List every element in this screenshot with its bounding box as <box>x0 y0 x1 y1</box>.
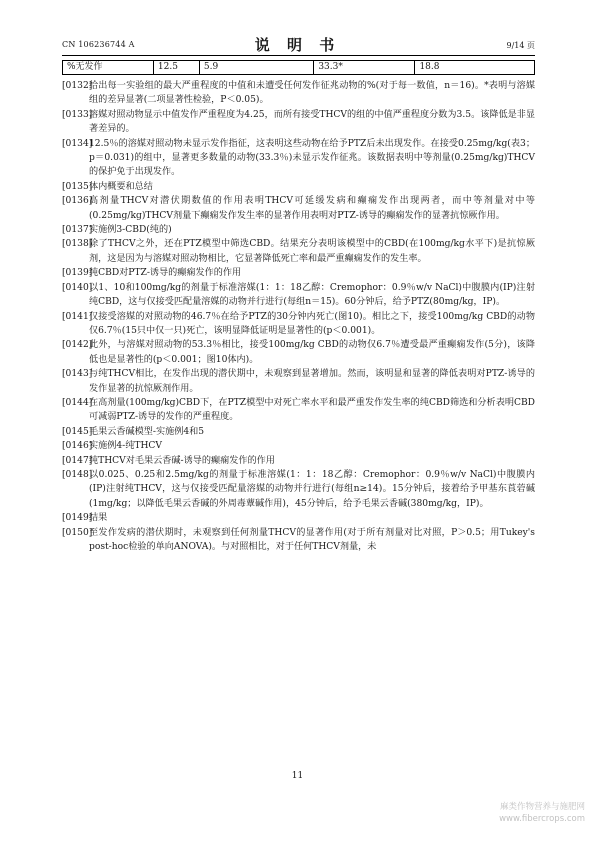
paragraph-text: 在高剂量(100mg/kg)CBD下，在PTZ模型中对死亡率水平和最严重发作发生率的纯CBD筛选和分析表明CBD可减弱PTZ-诱导的发作的严重程度。 <box>89 397 535 423</box>
table-cell: 12.5 <box>153 61 199 75</box>
paragraph-text: 给出每一实验组的最大严重程度的中值和未遭受任何发作征兆动物的%(对于每一数值，n＝16)。*表明与溶媒组的差异显著(二项显著性检验，P＜0.05)。 <box>89 81 535 106</box>
header-rule <box>62 55 535 56</box>
paragraph-number: [0144] <box>62 397 93 408</box>
paragraph-number: [0138] <box>62 239 93 250</box>
paragraph-0132 <box>62 79 535 108</box>
body-text <box>62 79 535 554</box>
section-heading: 纯THCV对毛果云香碱-诱导的癫痫发作的作用 <box>89 455 275 466</box>
paragraph-number: [0146] <box>62 441 93 452</box>
paragraph-0137 <box>62 223 535 237</box>
paragraph-number: [0148] <box>62 469 93 480</box>
paragraph-number: [0141] <box>62 311 93 322</box>
table-row <box>63 61 535 75</box>
paragraph-0144 <box>62 396 535 425</box>
paragraph-0150 <box>62 526 535 555</box>
paragraph-0146 <box>62 439 535 453</box>
paragraph-0134 <box>62 137 535 180</box>
paragraph-0136 <box>62 194 535 223</box>
section-heading: 结果 <box>89 513 108 524</box>
section-heading: 实施例3-CBD(纯的) <box>89 225 172 236</box>
results-table-fragment <box>62 60 535 75</box>
section-heading: 体内概要和总结 <box>89 181 153 192</box>
paragraph-number: [0143] <box>62 369 93 380</box>
paragraph-text: 至发作发病的潜伏期时，未观察到任何剂量THCV的显著作用(对于所有剂量对比对照，P＞0.5；用Tukey's post-hoc检验的单向ANOVA)。与对照相比，对于任何THCV剂量，未 <box>89 527 535 552</box>
page-title: 说 明 书 <box>254 36 341 54</box>
paragraph-0142 <box>62 338 535 367</box>
paragraph-text: 仅接受溶媒的对照动物的46.7％在给予PTZ的30分钟内死亡(图10)。相比之下，接受100mg/kg CBD的动物仅6.7％(15只中仅一只)死亡，该明显降低证明是显著性的(p＜0.001)。 <box>89 311 535 336</box>
page-number: 11 <box>291 771 304 781</box>
paragraph-text: 与纯THCV相比，在发作出现的潜伏期中，未观察到显著增加。然而，该明显和显著的降低表明对PTZ-诱导的发作显著的抗惊厥剂作用。 <box>89 369 535 394</box>
paragraph-text: 12.5％的溶媒对照动物未显示发作指征，这表明这些动物在给予PTZ后未出现发作。在接受0.25mg/kg(表3；p＝0.031)的组中，显著更多数量的动物(33.3％)未显示发作征兆。该数据表明中等剂量(0.25mg/kg)THCV的保护免于出现发作。 <box>89 138 535 178</box>
table-cell: 5.9 <box>199 61 313 75</box>
paragraph-text: 以0.025、0.25和2.5mg/kg的剂量于标准溶媒(1：1：18乙醇：Cremophor：0.9％w/v NaCl)中腹膜内(IP)注射纯THCV，这与仅接受匹配量溶媒的动物并行进行(每组n≥14)。15分钟后，接着给予甲基东莨菪碱(1mg/kg；以降低毛果云香碱的外周毒蕈碱作用)，45分钟后，给予毛果云香碱(380mg/kg，IP)。 <box>89 469 535 509</box>
table-cell: 33.3* <box>314 61 415 75</box>
page-indicator: 9/14 页 <box>506 41 535 50</box>
paragraph-0133 <box>62 108 535 137</box>
paragraph-number: [0145] <box>62 426 93 437</box>
paragraph-0149 <box>62 511 535 525</box>
table-cell: %无发作 <box>63 61 154 75</box>
paragraph-text: 除了THCV之外，还在PTZ模型中筛选CBD。结果充分表明该模型中的CBD(在100mg/kg水平下)是抗惊厥剂，这是因为与溶媒对照动物相比，它显著降低死亡率和最严重癫痫发作的发生率。 <box>89 239 535 264</box>
watermark-url: www.fibercrops.com <box>499 814 585 824</box>
watermark <box>499 801 585 825</box>
paragraph-0148 <box>62 468 535 511</box>
paragraph-text: 以1、10和100mg/kg的剂量于标准溶媒(1：1：18乙醇：Cremophor：0.9％w/v NaCl)中腹膜内(IP)注射纯CBD，这与仅接受匹配量溶媒的动物并行进行(每组n＝15)。60分钟后，给予PTZ(80mg/kg，IP)。 <box>89 282 535 308</box>
paragraph-number: [0140] <box>62 282 93 293</box>
paragraph-0143 <box>62 367 535 396</box>
paragraph-0141 <box>62 310 535 339</box>
watermark-text: 麻类作物营养与施肥网 <box>499 802 585 812</box>
paragraph-number: [0139] <box>62 268 93 279</box>
paragraph-number: [0137] <box>62 225 93 236</box>
paragraph-number: [0150] <box>62 527 93 538</box>
paragraph-text: 高剂量THCV对潜伏期数值的作用表明THCV可延缓发病和癫痫发作出现两者，而中等剂量对中等(0.25mg/kg)THCV剂量下癫痫发作发生率的显著作用表明对PTZ-诱导的癫痫发作的显著抗惊厥作用。 <box>89 196 535 221</box>
paragraph-0140 <box>62 281 535 310</box>
table-cell: 18.8 <box>415 61 535 75</box>
paragraph-number: [0132] <box>62 81 93 91</box>
paragraph-number: [0142] <box>62 340 93 351</box>
paragraph-text: 溶媒对照动物显示中值发作严重程度为4.25，而所有接受THCV的组的中值严重程度分数为3.5。该降低是非显著差异的。 <box>89 109 535 135</box>
paragraph-0138 <box>62 237 535 266</box>
section-heading: 毛果云香碱模型-实施例4和5 <box>89 426 205 437</box>
paragraph-text: 此外，与溶媒对照动物的53.3％相比，接受100mg/kg CBD的动物仅6.7％遭受最严重癫痫发作(5分)，该降低也是显著性的(p＜0.001；图10体内)。 <box>89 340 535 365</box>
paragraph-0145 <box>62 425 535 439</box>
section-heading: 实施例4-纯THCV <box>89 441 163 452</box>
paragraph-0135 <box>62 180 535 194</box>
paragraph-number: [0133] <box>62 109 93 120</box>
paragraph-0147 <box>62 454 535 468</box>
section-heading: 纯CBD对PTZ-诱导的癫痫发作的作用 <box>89 268 242 279</box>
patent-number: CN 106236744 A <box>62 40 135 49</box>
paragraph-0139 <box>62 266 535 280</box>
paragraph-number: [0149] <box>62 513 93 524</box>
paragraph-number: [0147] <box>62 455 93 466</box>
paragraph-number: [0135] <box>62 181 93 192</box>
paragraph-number: [0136] <box>62 196 93 207</box>
paragraph-number: [0134] <box>62 138 93 149</box>
